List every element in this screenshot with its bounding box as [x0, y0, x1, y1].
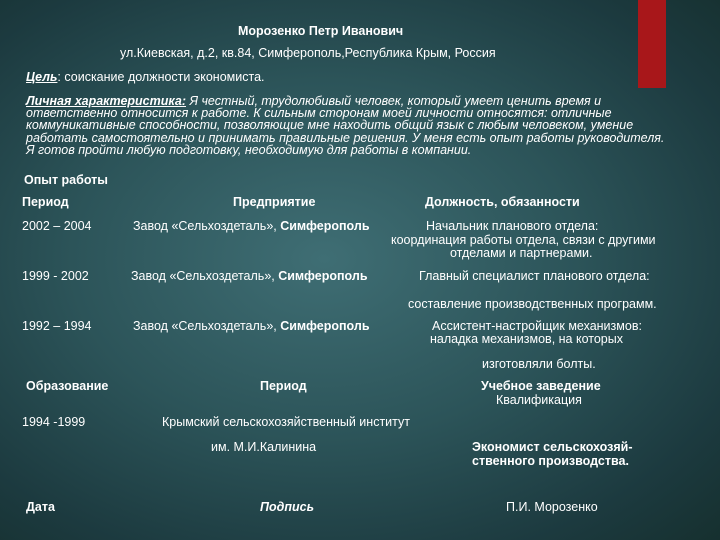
exp-row-1-company-name: Завод «Сельхоздеталь», [133, 219, 281, 233]
education-label: Образование [26, 379, 109, 393]
exp-row-3-company-name: Завод «Сельхоздеталь», [133, 319, 281, 333]
education-qualification-line1: Экономист сельскохозяй- [472, 440, 633, 454]
signature-label: Подпись [260, 500, 314, 514]
col-period-header: Период [22, 195, 69, 209]
education-qualification-line2: ственного производства. [472, 454, 629, 468]
exp-row-1-pos-line3: отделами и партнерами. [450, 246, 593, 260]
exp-row-1-period: 2002 – 2004 [22, 219, 92, 233]
education-institution-header: Учебное заведение [481, 379, 601, 393]
education-institution-line2: им. М.И.Калинина [211, 440, 317, 454]
exp-row-3-period: 1992 – 1994 [22, 319, 92, 333]
exp-row-3-pos-line1: Ассистент-настройщик механизмов: [432, 319, 642, 333]
exp-row-1-pos-line1: Начальник планового отдела: [426, 219, 599, 233]
goal-label: Цель [26, 70, 58, 84]
goal-text: : соискание должности экономиста. [57, 70, 265, 84]
exp-row-2-pos-line1: Главный специалист планового отдела: [419, 269, 650, 283]
exp-row-3-company [133, 319, 370, 333]
date-label: Дата [26, 500, 55, 514]
personal-characteristic [26, 95, 666, 156]
goal-line [26, 70, 265, 84]
exp-row-2-company-name: Завод «Сельхоздеталь», [131, 269, 279, 283]
education-institution-line1: Крымский сельскохозяйственный институт [162, 415, 410, 429]
exp-row-2-company-city: Симферополь [278, 269, 368, 283]
personal-text: Я честный, трудолюбивый человек, который умеет ценить время и ответственно относится к работе. К сильным сторонам моей личности относятся: отличные коммуникативные способности, позволяющие мне находить общий язык с любым человеком, умение работать самостоятельно и принимать правильные решения. У меня есть опыт работы руководителя. Я готов пройти любую подготовку, необходимую для работы в компании. [26, 94, 665, 157]
col-company-header: Предприятие [233, 195, 316, 209]
education-period: 1994 -1999 [22, 415, 86, 429]
signature-name: П.И. Морозенко [506, 500, 598, 514]
exp-row-2-period: 1999 - 2002 [22, 269, 89, 283]
personal-label: Личная характеристика: [26, 94, 186, 108]
exp-row-3-pos-line2: наладка механизмов, на которых [430, 332, 623, 346]
resume-name: Морозенко Петр Иванович [238, 24, 404, 38]
exp-row-1-company-city: Симферополь [280, 219, 370, 233]
exp-row-1-pos-line2: координация работы отдела, связи с другими [391, 233, 656, 247]
exp-row-3-pos-line3: изготовляли болты. [482, 357, 596, 371]
accent-bar [638, 0, 666, 88]
exp-row-2-pos-line2: составление производственных программ. [408, 297, 657, 311]
col-position-header: Должность, обязанности [425, 195, 580, 209]
resume-address: ул.Киевская, д.2, кв.84, Симферополь,Республика Крым, Россия [120, 46, 496, 60]
education-qualification-header: Квалификация [496, 393, 582, 407]
exp-row-2-company [131, 269, 368, 283]
exp-row-1-company [133, 219, 370, 233]
exp-row-3-company-city: Симферополь [280, 319, 370, 333]
experience-title: Опыт работы [24, 173, 108, 187]
education-period-header: Период [260, 379, 307, 393]
